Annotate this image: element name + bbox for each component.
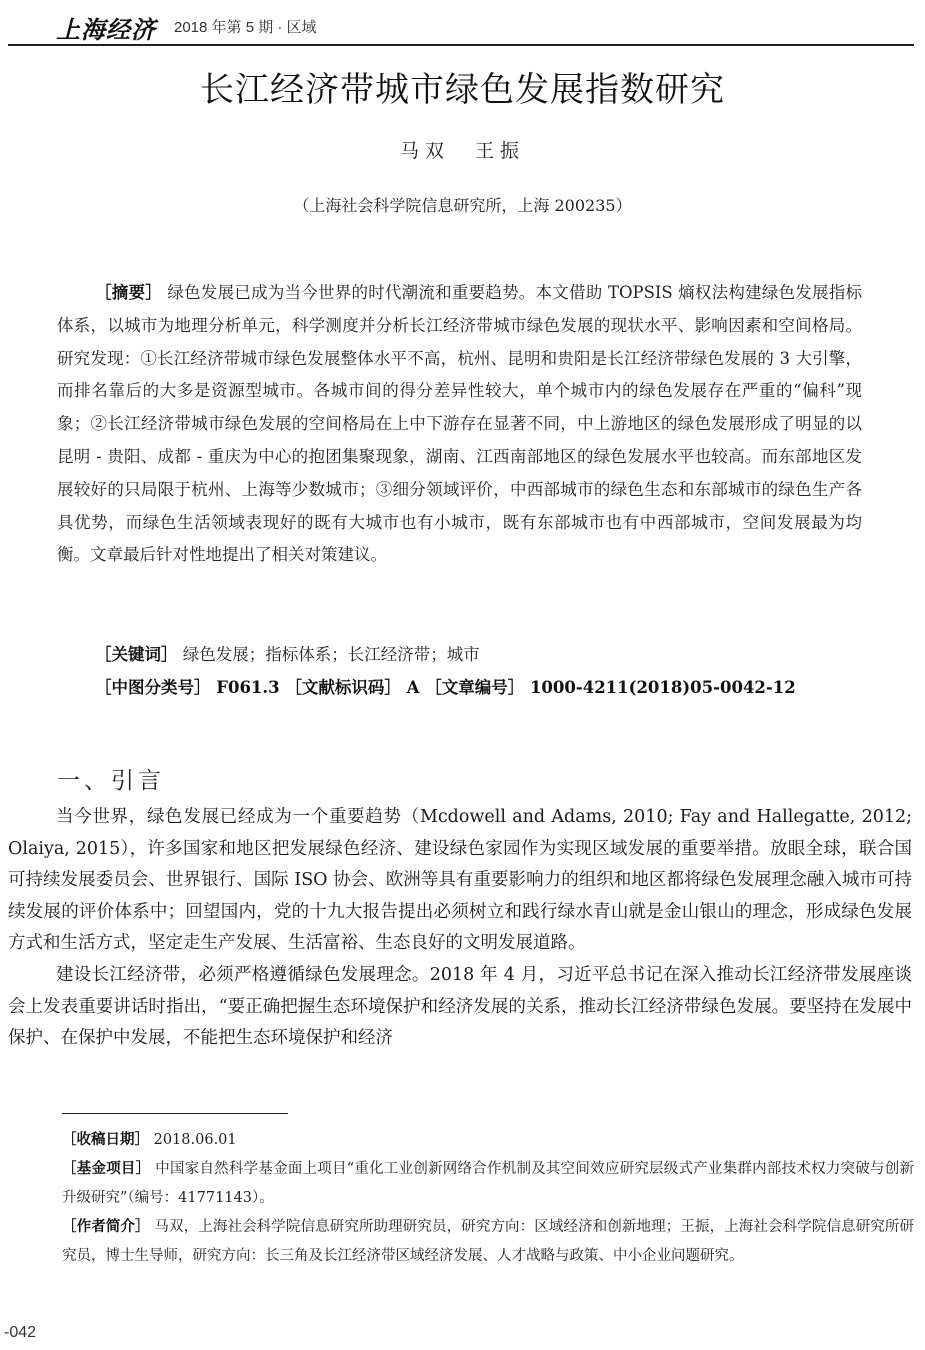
keywords bbox=[95, 640, 875, 670]
author-bio-value: 马双，上海社会科学院信息研究所助理研究员，研究方向：区域经济和创新地理；王振，上海社会科学院信息研究所研究员，博士生导师，研究方向：长三角及长江经济带区域经济发展、人才战略与政策、中小企业问题研究。 bbox=[62, 1219, 915, 1264]
doc-code-label: ［文献标识码］ bbox=[285, 678, 401, 697]
fund-label: ［基金项目］ bbox=[62, 1161, 151, 1177]
fund-value: 中国家自然科学基金面上项目“重化工业创新网络合作机制及其空间效应研究层级式产业集群内部技术权力突破与创新升级研究”（编号：41771143）。 bbox=[62, 1161, 915, 1206]
body-paragraph: 当今世界，绿色发展已经成为一个重要趋势（Mcdowell and Adams, 2010; Fay and Hallegatte, 2012; Olaiya, 2015），许多国家和地区把发展绿色经济、建设绿色家园作为实现区域发展的重要举措。放眼全球，联合国可持续发展委员会、世界银行、国际 ISO 协会、欧洲等具有重要影响力的组织和地区都将绿色发展理念融入城市可持续发展的评价体系中；回望国内，党的十九大报告提出必须树立和践行绿水青山就是金山银山的理念，形成绿色发展方式和生活方式，坚定走生产发展、生活富裕、生态良好的文明发展道路。 bbox=[8, 807, 912, 954]
classification-line bbox=[95, 673, 895, 703]
article-number-label: ［文章编号］ bbox=[425, 678, 525, 697]
issue-info: 2018 年第 5 期 · 区域 bbox=[174, 19, 317, 36]
article-authors: 马双 王振 bbox=[399, 140, 525, 162]
abstract-label: ［摘要］ bbox=[95, 283, 162, 302]
author-bio-label: ［作者简介］ bbox=[62, 1219, 150, 1235]
article-title: 长江经济带城市绿色发展指数研究 bbox=[200, 70, 725, 110]
footnote-rule bbox=[62, 1113, 288, 1114]
body-paragraph: 建设长江经济带，必须严格遵循绿色发展理念。2018 年 4 月，习近平总书记在深入推动长江经济带发展座谈会上发表重要讲话时指出，“要正确把握生态环境保护和经济发展的关系，推动长江经济带绿色发展。要坚持在发展中保护、在保护中发展，不能把生态环境保护和经济 bbox=[8, 964, 912, 1049]
article-number-value: 1000-4211(2018)05-0042-12 bbox=[529, 678, 796, 697]
doc-code-value: A bbox=[406, 678, 420, 697]
page-number: -042 bbox=[4, 1324, 37, 1341]
keywords-label: ［关键词］ bbox=[95, 645, 178, 664]
footnotes bbox=[62, 1126, 914, 1271]
body-text bbox=[8, 802, 912, 1055]
journal-logo: 上海经济 bbox=[56, 15, 156, 44]
abstract bbox=[57, 277, 862, 572]
clc-value: F061.3 bbox=[216, 678, 280, 697]
keywords-text: 绿色发展；指标体系；长江经济带；城市 bbox=[182, 645, 480, 664]
page-header bbox=[56, 8, 916, 44]
footnote-author bbox=[62, 1213, 914, 1271]
header-rule bbox=[8, 44, 914, 46]
article-affiliation: （上海社会科学院信息研究所，上海 200235） bbox=[293, 196, 632, 215]
footnote-received bbox=[62, 1126, 914, 1155]
received-label: ［收稿日期］ bbox=[62, 1132, 149, 1148]
received-value: 2018.06.01 bbox=[153, 1132, 237, 1148]
footnote-fund bbox=[62, 1155, 914, 1213]
clc-label: ［中图分类号］ bbox=[95, 678, 211, 697]
section-heading: 一、引言 bbox=[57, 768, 165, 794]
abstract-text: 绿色发展已成为当今世界的时代潮流和重要趋势。本文借助 TOPSIS 熵权法构建绿色发展指标体系，以城市为地理分析单元，科学测度并分析长江经济带城市绿色发展的现状水平、影响因素和空间格局。研究发现：①长江经济带城市绿色发展整体水平不高，杭州、昆明和贵阳是长江经济带绿色发展的 3 大引擎，而排名靠后的大多是资源型城市。各城市间的得分差异性较大，单个城市内的绿色发展存在严重的“偏科”现象；②长江经济带城市绿色发展的空间格局在上中下游存在显著不同，中上游地区的绿色发展形成了明显的以昆明 - 贵阳、成都 - 重庆为中心的抱团集聚现象，湖南、江西南部地区的绿色发展水平也较高。而东部地区发展较好的只局限于杭州、上海等少数城市；③细分领域评价，中西部城市的绿色生态和东部城市的绿色生产各具优势，而绿色生活领域表现好的既有大城市也有小城市，既有东部城市也有中西部城市，空间发展最为均衡。文章最后针对性地提出了相关对策建议。 bbox=[57, 283, 863, 565]
